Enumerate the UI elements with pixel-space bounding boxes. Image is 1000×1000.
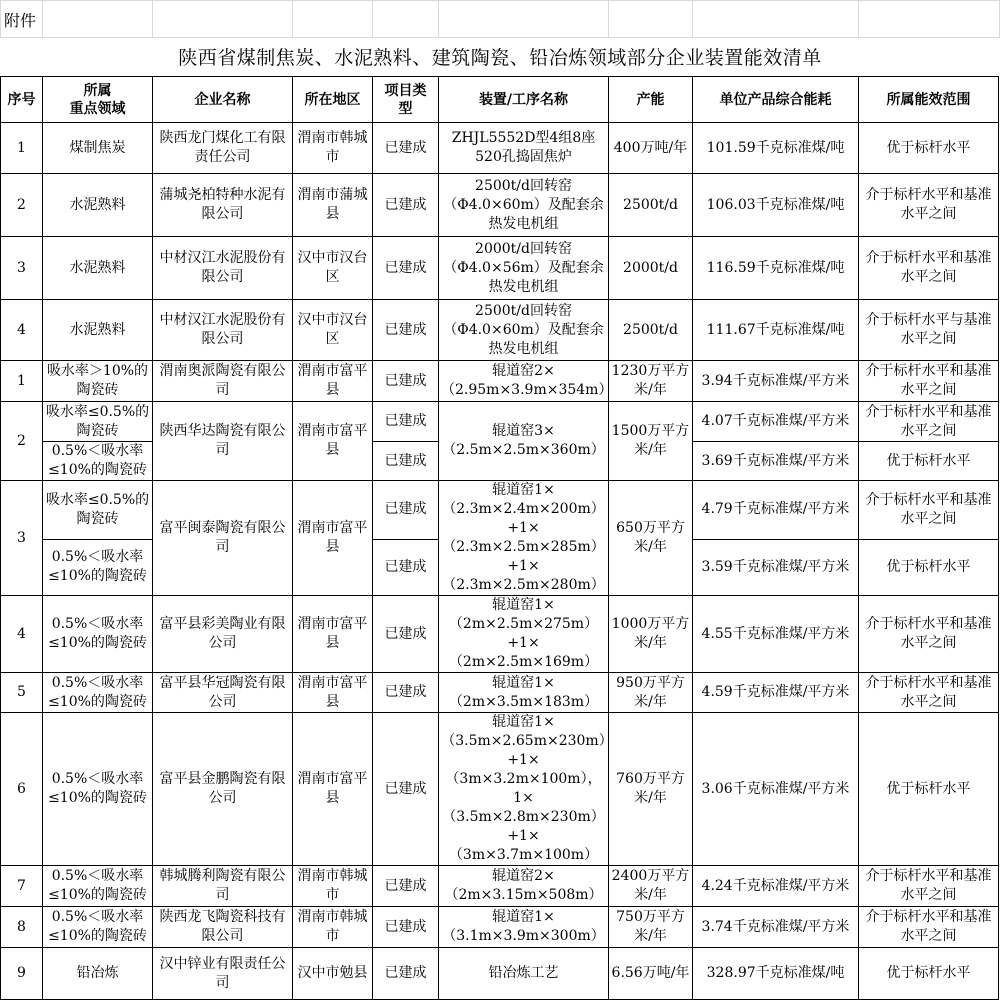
cell-device: 铅冶炼工艺 <box>439 948 609 1000</box>
cell-domain: 吸水率＞10%的陶瓷砖 <box>43 361 153 402</box>
cell-type: 已建成 <box>373 713 439 866</box>
cell-type: 已建成 <box>373 300 439 361</box>
cell-energy: 101.59千克标准煤/吨 <box>693 123 859 174</box>
cell-company: 中材汉江水泥股份有限公司 <box>153 237 293 300</box>
header-type-line2: 型 <box>398 100 413 117</box>
cell-device: 2500t/d回转窑（Φ4.0×60m）及配套余热发电机组 <box>439 300 609 361</box>
header-type <box>373 77 439 123</box>
cell-scope: 介于标杆水平和基准水平之间 <box>859 361 999 402</box>
cell-type: 已建成 <box>373 673 439 713</box>
cell-type: 已建成 <box>373 539 439 595</box>
cell-scope: 介于标杆水平和基准水平之间 <box>859 174 999 237</box>
cell-location: 渭南市韩城市 <box>293 866 373 907</box>
cell-energy: 116.59千克标准煤/吨 <box>693 237 859 300</box>
cell-scope: 介于标杆水平和基准水平之间 <box>859 237 999 300</box>
table-row <box>1 300 999 361</box>
cell-capacity: 1500万平方米/年 <box>609 402 693 481</box>
cell-seq: 8 <box>1 907 43 948</box>
cell-seq: 1 <box>1 123 43 174</box>
cell-seq: 4 <box>1 596 43 673</box>
table-row <box>1 123 999 174</box>
cell-scope: 介于标杆水平和基准水平之间 <box>859 866 999 907</box>
cell-energy: 4.79千克标准煤/平方米 <box>693 481 859 540</box>
cell-location: 渭南市蒲城县 <box>293 174 373 237</box>
cell-seq: 1 <box>1 361 43 402</box>
cell-type: 已建成 <box>373 174 439 237</box>
cell-seq: 7 <box>1 866 43 907</box>
cell-seq: 4 <box>1 300 43 361</box>
header-energy: 单位产品综合能耗 <box>693 77 859 123</box>
cell-company: 渭南奥派陶瓷有限公司 <box>153 361 293 402</box>
header-company: 企业名称 <box>153 77 293 123</box>
table-row <box>1 907 999 948</box>
cell-scope: 优于标杆水平 <box>859 713 999 866</box>
cell-device: 辊道窑3×（2.5m×2.5m×360m） <box>439 402 609 481</box>
spreadsheet-top-gridlines <box>0 0 1000 38</box>
cell-scope: 介于标杆水平和基准水平之间 <box>859 402 999 442</box>
cell-company: 富平县华冠陶瓷有限公司 <box>153 673 293 713</box>
cell-type: 已建成 <box>373 866 439 907</box>
cell-capacity: 760万平方米/年 <box>609 713 693 866</box>
cell-domain: 水泥熟料 <box>43 174 153 237</box>
cell-type: 已建成 <box>373 442 439 481</box>
cell-location: 汉中市汉台区 <box>293 300 373 361</box>
cell-domain: 0.5%＜吸水率≤10%的陶瓷砖 <box>43 539 153 595</box>
cell-type: 已建成 <box>373 481 439 540</box>
cell-domain: 0.5%＜吸水率≤10%的陶瓷砖 <box>43 866 153 907</box>
table-row <box>1 596 999 673</box>
cell-company: 陕西龙门煤化工有限责任公司 <box>153 123 293 174</box>
cell-device: ZHJL5552D型4组8座520孔捣固焦炉 <box>439 123 609 174</box>
cell-domain: 0.5%＜吸水率≤10%的陶瓷砖 <box>43 673 153 713</box>
cell-scope: 优于标杆水平 <box>859 539 999 595</box>
header-domain-line2: 重点领域 <box>69 100 126 117</box>
cell-energy: 4.59千克标准煤/平方米 <box>693 673 859 713</box>
cell-capacity: 2400万平方米/年 <box>609 866 693 907</box>
cell-device: 辊道窑1×（2.3m×2.4m×200m）+1×（2.3m×2.5m×285m）+1×（2.3m×2.5m×280m） <box>439 481 609 596</box>
cell-energy: 4.55千克标准煤/平方米 <box>693 596 859 673</box>
cell-scope: 介于标杆水平和基准水平之间 <box>859 481 999 540</box>
header-scope: 所属能效范围 <box>859 77 999 123</box>
cell-company: 蒲城尧柏特种水泥有限公司 <box>153 174 293 237</box>
cell-type: 已建成 <box>373 402 439 442</box>
cell-scope: 介于标杆水平和基准水平之间 <box>859 907 999 948</box>
cell-energy: 3.74千克标准煤/平方米 <box>693 907 859 948</box>
cell-scope: 优于标杆水平 <box>859 442 999 481</box>
cell-location: 汉中市汉台区 <box>293 237 373 300</box>
cell-device: 辊道窑2×（2m×3.15m×508m） <box>439 866 609 907</box>
attachment-label: 附件 <box>4 11 37 30</box>
cell-energy: 3.06千克标准煤/平方米 <box>693 713 859 866</box>
table-row <box>1 481 999 540</box>
cell-company: 汉中锌业有限责任公司 <box>153 948 293 1000</box>
header-device: 装置/工序名称 <box>439 77 609 123</box>
cell-device: 2000t/d回转窑（Φ4.0×56m）及配套余热发电机组 <box>439 237 609 300</box>
header-domain-line1: 所属 <box>83 82 112 99</box>
header-capacity: 产能 <box>609 77 693 123</box>
cell-capacity: 2500t/d <box>609 300 693 361</box>
cell-energy: 4.07千克标准煤/平方米 <box>693 402 859 442</box>
header-location: 所在地区 <box>293 77 373 123</box>
cell-location: 渭南市富平县 <box>293 361 373 402</box>
cell-domain: 吸水率≤0.5%的陶瓷砖 <box>43 402 153 442</box>
cell-domain: 水泥熟料 <box>43 237 153 300</box>
table-row <box>1 237 999 300</box>
cell-location: 渭南市富平县 <box>293 596 373 673</box>
table-row <box>1 361 999 402</box>
cell-energy: 3.69千克标准煤/平方米 <box>693 442 859 481</box>
cell-domain: 铅冶炼 <box>43 948 153 1000</box>
cell-domain: 吸水率≤0.5%的陶瓷砖 <box>43 481 153 540</box>
cell-domain: 0.5%＜吸水率≤10%的陶瓷砖 <box>43 713 153 866</box>
cell-capacity: 750万平方米/年 <box>609 907 693 948</box>
cell-company: 中材汉江水泥股份有限公司 <box>153 300 293 361</box>
cell-device: 辊道窑2×（2.95m×3.9m×354m） <box>439 361 609 402</box>
cell-device: 辊道窑1×（3.1m×3.9m×300m） <box>439 907 609 948</box>
cell-location: 渭南市韩城市 <box>293 123 373 174</box>
table-row <box>1 174 999 237</box>
cell-scope: 优于标杆水平 <box>859 948 999 1000</box>
header-row <box>1 77 999 123</box>
cell-company: 陕西华达陶瓷有限公司 <box>153 402 293 481</box>
cell-location: 渭南市富平县 <box>293 481 373 596</box>
cell-location: 渭南市富平县 <box>293 402 373 481</box>
cell-capacity: 2000t/d <box>609 237 693 300</box>
cell-company: 韩城腾利陶瓷有限公司 <box>153 866 293 907</box>
cell-type: 已建成 <box>373 907 439 948</box>
cell-scope: 介于标杆水平和基准水平之间 <box>859 596 999 673</box>
cell-energy: 328.97千克标准煤/吨 <box>693 948 859 1000</box>
cell-company: 陕西龙飞陶瓷科技有限公司 <box>153 907 293 948</box>
cell-seq: 3 <box>1 481 43 596</box>
cell-seq: 9 <box>1 948 43 1000</box>
cell-type: 已建成 <box>373 596 439 673</box>
cell-domain: 0.5%＜吸水率≤10%的陶瓷砖 <box>43 907 153 948</box>
table-row <box>1 713 999 866</box>
cell-seq: 2 <box>1 402 43 481</box>
energy-efficiency-table <box>0 76 999 1000</box>
document-title: 陕西省煤制焦炭、水泥熟料、建筑陶瓷、铅冶炼领域部分企业装置能效清单 <box>178 47 822 69</box>
cell-scope: 介于标杆水平与基准水平之间 <box>859 300 999 361</box>
cell-domain: 0.5%＜吸水率≤10%的陶瓷砖 <box>43 442 153 481</box>
header-domain <box>43 77 153 123</box>
cell-type: 已建成 <box>373 237 439 300</box>
cell-energy: 3.59千克标准煤/平方米 <box>693 539 859 595</box>
cell-domain: 煤制焦炭 <box>43 123 153 174</box>
cell-device: 2500t/d回转窑（Φ4.0×60m）及配套余热发电机组 <box>439 174 609 237</box>
header-type-line1: 项目类 <box>384 82 427 99</box>
cell-capacity: 650万平方米/年 <box>609 481 693 596</box>
cell-device: 辊道窑1×（2m×2.5m×275m）+1×（2m×2.5m×169m） <box>439 596 609 673</box>
cell-scope: 介于标杆水平和基准水平之间 <box>859 673 999 713</box>
cell-seq: 5 <box>1 673 43 713</box>
cell-company: 富平县彩美陶业有限公司 <box>153 596 293 673</box>
cell-seq: 2 <box>1 174 43 237</box>
cell-seq: 3 <box>1 237 43 300</box>
cell-location: 汉中市勉县 <box>293 948 373 1000</box>
cell-location: 渭南市韩城市 <box>293 907 373 948</box>
table-row <box>1 948 999 1000</box>
cell-location: 渭南市富平县 <box>293 713 373 866</box>
cell-domain: 水泥熟料 <box>43 300 153 361</box>
cell-capacity: 400万吨/年 <box>609 123 693 174</box>
cell-type: 已建成 <box>373 361 439 402</box>
cell-device: 辊道窑1×（3.5m×2.65m×230m）+1×（3m×3.2m×100m），1×（3.5m×2.8m×230m）+1×（3m×3.7m×100m） <box>439 713 609 866</box>
cell-capacity: 1230万平方米/年 <box>609 361 693 402</box>
cell-company: 富平闽泰陶瓷有限公司 <box>153 481 293 596</box>
cell-energy: 111.67千克标准煤/吨 <box>693 300 859 361</box>
cell-type: 已建成 <box>373 123 439 174</box>
cell-energy: 106.03千克标准煤/吨 <box>693 174 859 237</box>
cell-capacity: 950万平方米/年 <box>609 673 693 713</box>
cell-capacity: 6.56万吨/年 <box>609 948 693 1000</box>
cell-seq: 6 <box>1 713 43 866</box>
cell-scope: 优于标杆水平 <box>859 123 999 174</box>
table-row <box>1 402 999 442</box>
cell-domain: 0.5%＜吸水率≤10%的陶瓷砖 <box>43 596 153 673</box>
cell-type: 已建成 <box>373 948 439 1000</box>
cell-energy: 3.94千克标准煤/平方米 <box>693 361 859 402</box>
table-row <box>1 673 999 713</box>
cell-device: 辊道窑1×（2m×3.5m×183m） <box>439 673 609 713</box>
header-seq: 序号 <box>1 77 43 123</box>
cell-energy: 4.24千克标准煤/平方米 <box>693 866 859 907</box>
table-row <box>1 866 999 907</box>
cell-capacity: 2500t/d <box>609 174 693 237</box>
cell-capacity: 1000万平方米/年 <box>609 596 693 673</box>
cell-location: 渭南市富平县 <box>293 673 373 713</box>
cell-company: 富平县金鹏陶瓷有限公司 <box>153 713 293 866</box>
